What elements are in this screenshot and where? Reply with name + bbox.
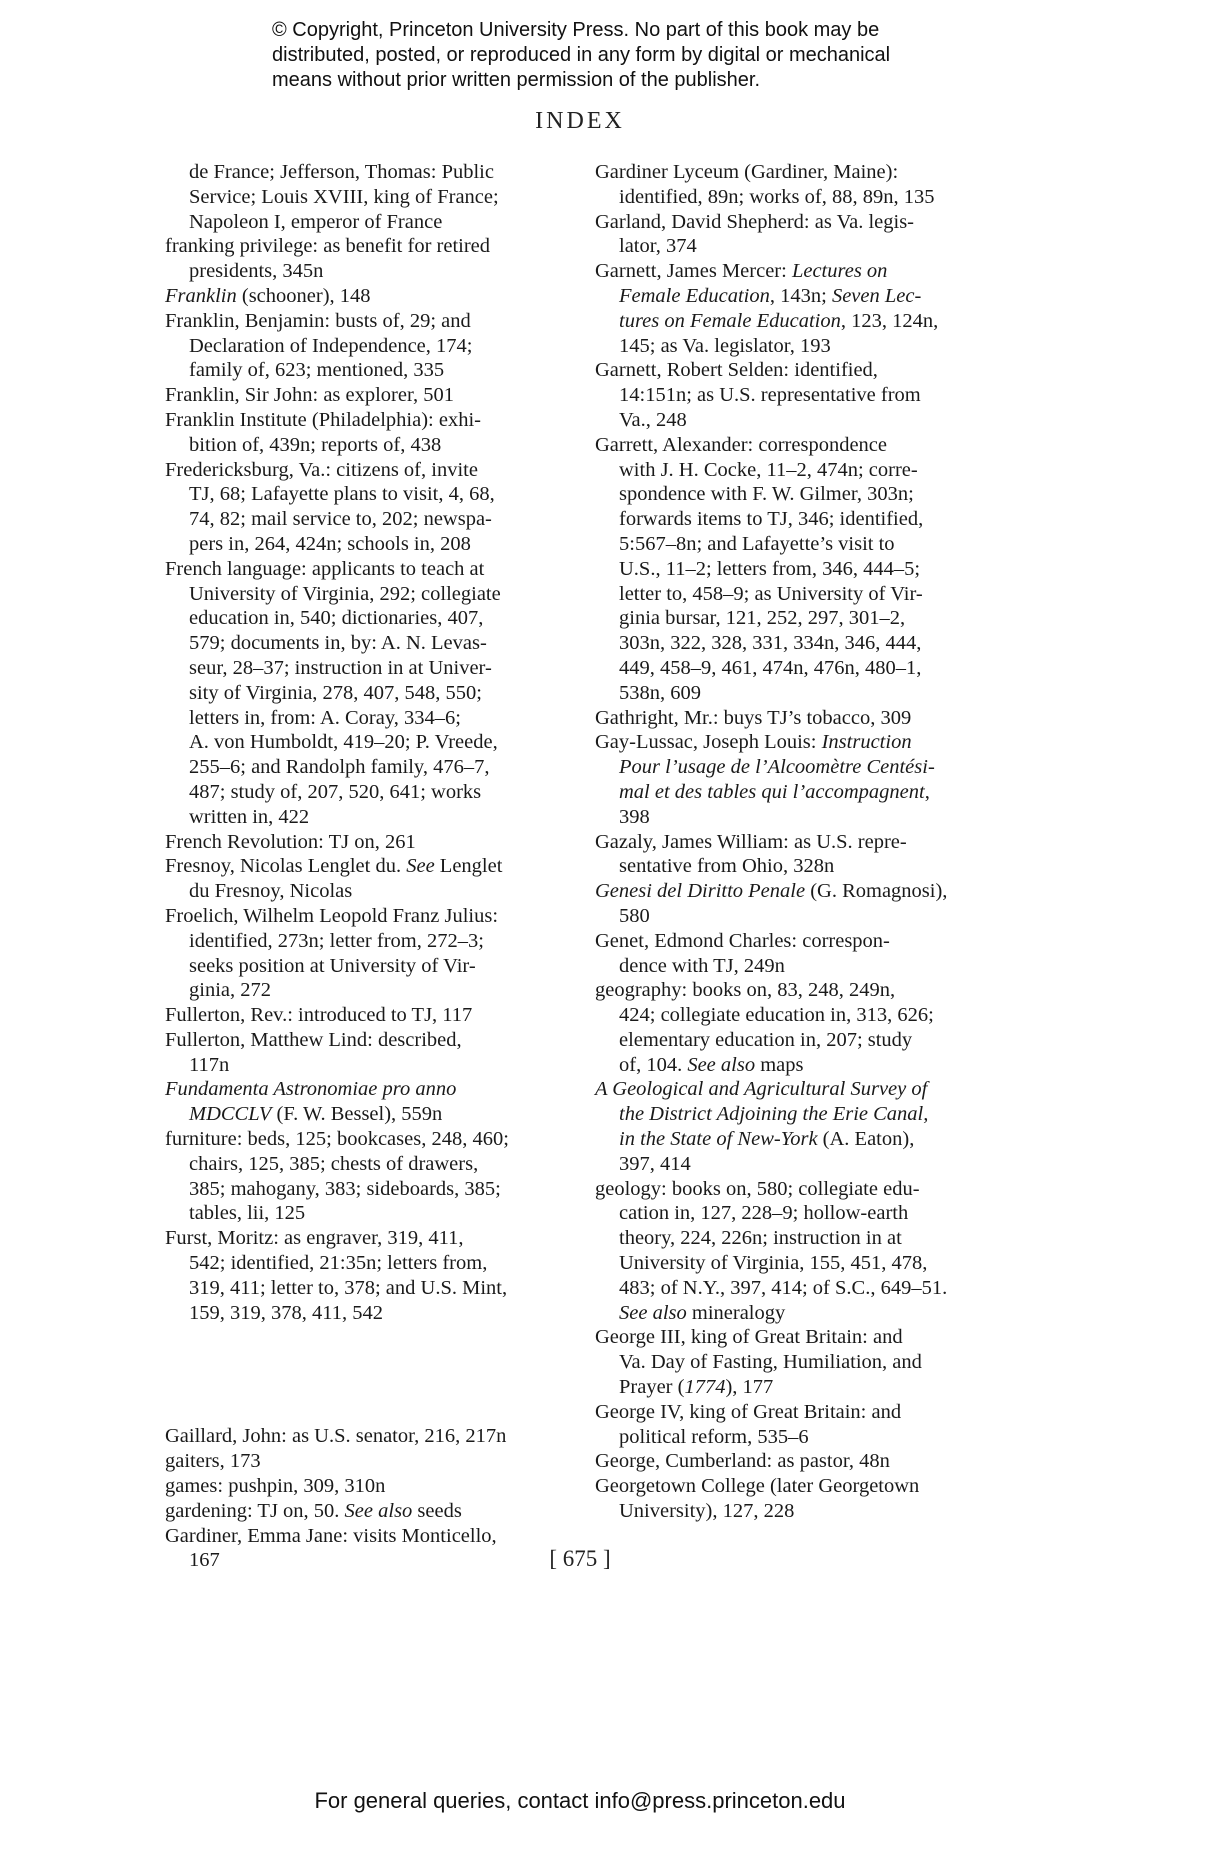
copyright-line: distributed, posted, or reproduced in any form by digital or mechanical xyxy=(272,44,891,66)
index-entry: geology: books on, 580; collegiate edu- cation in, 127, 228–9; hollow-earth theory, 224, 226n; instruction in at University of Virginia, 155, 451, 478, 483; of N.Y., 397, 414; of S.C., 649–51. See also mineralogy xyxy=(595,1177,948,1324)
copyright-notice xyxy=(272,18,992,93)
index-entry: Georgetown College (later Georgetown University), 127, 228 xyxy=(595,1475,920,1523)
index-entry: A Geological and Agricultural Survey of the District Adjoining the Erie Canal, in the State of New-York (A. Eaton), 397, 414 xyxy=(595,1078,929,1175)
index-entry: Garland, David Shepherd: as Va. legis- lator, 374 xyxy=(595,210,915,258)
index-entry: de France; Jefferson, Thomas: Public Service; Louis XVIII, king of France; Napoleon I, emperor of France xyxy=(189,161,499,233)
index-entry: Garnett, Robert Selden: identified, 14:151n; as U.S. representative from Va., 248 xyxy=(595,359,921,431)
index-entry: Fredericksburg, Va.: citizens of, invite TJ, 68; Lafayette plans to visit, 4, 68, 74, 82; mail service to, 202; newspa- pers in, 264, 424n; schools in, 208 xyxy=(165,458,495,555)
copyright-line: means without prior written permission of the publisher. xyxy=(272,69,761,91)
index-entry: Garrett, Alexander: correspondence with J. H. Cocke, 11–2, 474n; corre- spondence with F. W. Gilmer, 303n; forwards items to TJ, 346; identified, 5:567–8n; and Lafayette’s visit to U.S., 11–2; letters from, 346, 444–5; letter to, 458–9; as University of Vir- ginia bursar, 121, 252, 297, 301–2, 303n, 322, 328, 331, 334n, 346, 444, 449, 458–9, 461, 474n, 476n, 480–1, 538n, 609 xyxy=(595,433,924,704)
letter-section-gap xyxy=(165,1325,610,1424)
index-entry: geography: books on, 83, 248, 249n, 424; collegiate education in, 313, 626; elementary education in, 207; study of, 104. See also maps xyxy=(595,979,934,1076)
index-entry: George IV, king of Great Britain: and political reform, 535–6 xyxy=(595,1400,902,1448)
index-entry: Gaillard, John: as U.S. senator, 216, 217n xyxy=(165,1425,507,1448)
index-entry: franking privilege: as benefit for retired presidents, 345n xyxy=(165,235,491,283)
index-entry: Genet, Edmond Charles: correspon- dence with TJ, 249n xyxy=(595,929,890,977)
index-entry: Garnett, James Mercer: Lectures on Female Education, 143n; Seven Lec- tures on Female Education, 123, 124n, 145; as Va. legislator, 193 xyxy=(595,260,939,357)
index-entry: Fullerton, Matthew Lind: described, 117n xyxy=(165,1028,462,1076)
index-entry: Genesi del Diritto Penale (G. Romagnosi), 580 xyxy=(595,880,948,927)
index-entry: Fresnoy, Nicolas Lenglet du. See Lenglet du Fresnoy, Nicolas xyxy=(165,855,503,903)
index-entry: George III, king of Great Britain: and Va. Day of Fasting, Humiliation, and Prayer (1774), 177 xyxy=(595,1326,922,1399)
index-entry: Fullerton, Rev.: introduced to TJ, 117 xyxy=(165,1004,473,1027)
index-entry: French language: applicants to teach at University of Virginia, 292; collegiate education in, 540; dictionaries, 407, 579; documents in, by: A. N. Levas- seur, 28–37; instruction in at Univer- sity of Virginia, 278, 407, 548, 550; letters in, from: A. Coray, 334–6; A. von Humboldt, 419–20; P. Vreede, 255–6; and Randolph family, 476–7, 487; study of, 207, 520, 641; works written in, 422 xyxy=(165,557,501,828)
index-entry: gaiters, 173 xyxy=(165,1450,261,1473)
index-entry: Gardiner, Emma Jane: visits Monticello, 167 xyxy=(165,1524,497,1572)
index-entry: Fundamenta Astronomiae pro anno MDCCLV (F. W. Bessel), 559n xyxy=(165,1078,457,1126)
index-entry: Froelich, Wilhelm Leopold Franz Julius: identified, 273n; letter from, 272–3; seeks position at University of Vir- ginia, 272 xyxy=(165,904,499,1002)
page-number: [ 675 ] xyxy=(549,1546,611,1571)
index-entry: Franklin, Sir John: as explorer, 501 xyxy=(165,384,454,407)
index-entry: games: pushpin, 309, 310n xyxy=(165,1475,386,1498)
footer-contact: For general queries, contact info@press.princeton.edu xyxy=(314,1788,846,1813)
index-entry: Gazaly, James William: as U.S. repre- sentative from Ohio, 328n xyxy=(595,830,907,878)
index-entry: Franklin Institute (Philadelphia): exhi- bition of, 439n; reports of, 438 xyxy=(165,408,481,456)
index-column-right xyxy=(595,160,1040,1524)
index-entry: Gay-Lussac, Joseph Louis: Instruction Pour l’usage de l’Alcoomètre Centési- mal et des tables qui l’accompagnent, 398 xyxy=(595,731,935,828)
index-entry: Furst, Moritz: as engraver, 319, 411, 542; identified, 21:35n; letters from, 319, 411; letter to, 378; and U.S. Mint, 159, 319, 378, 411, 542 xyxy=(165,1227,508,1324)
index-entry: gardening: TJ on, 50. See also seeds xyxy=(165,1499,462,1522)
index-entry: Gathright, Mr.: buys TJ’s tobacco, 309 xyxy=(595,706,912,729)
index-entry: French Revolution: TJ on, 261 xyxy=(165,830,416,853)
index-entry: Franklin (schooner), 148 xyxy=(165,284,371,307)
index-entry: George, Cumberland: as pastor, 48n xyxy=(595,1450,890,1473)
index-entry: furniture: beds, 125; bookcases, 248, 460; chairs, 125, 385; chests of drawers, 385; mahogany, 383; sideboards, 385; tables, lii, 125 xyxy=(165,1128,509,1225)
copyright-line: © Copyright, Princeton University Press. No part of this book may be xyxy=(272,19,880,41)
index-entry: Gardiner Lyceum (Gardiner, Maine): identified, 89n; works of, 88, 89n, 135 xyxy=(595,161,935,208)
page-heading: INDEX xyxy=(535,108,625,134)
index-entry: Franklin, Benjamin: busts of, 29; and Declaration of Independence, 174; family of, 623; mentioned, 335 xyxy=(165,309,473,382)
index-column-left xyxy=(165,160,610,1573)
